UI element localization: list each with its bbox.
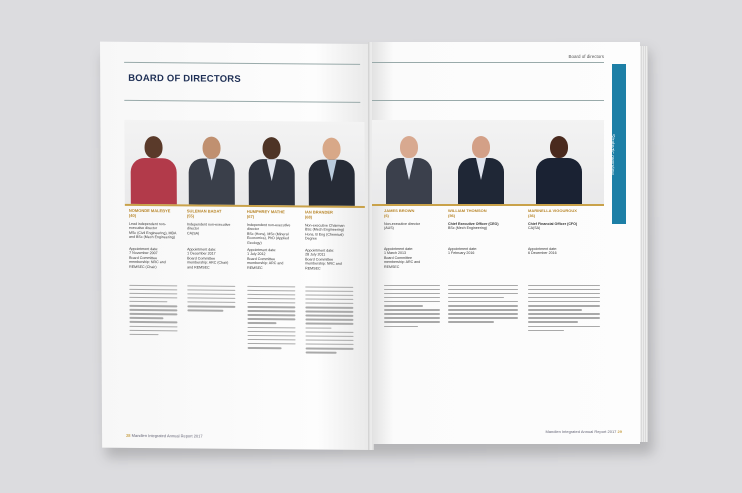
top-rule xyxy=(124,62,360,65)
director-name-6: WILLIAM THOMSON (56) xyxy=(448,208,487,218)
title-rule xyxy=(124,100,360,103)
director-appt-2: Appointment date: 1 December 2017 Board Committee membership: ARC (Chair) and REMSEC xyxy=(187,247,229,270)
bio-text-1 xyxy=(129,282,177,338)
director-name-4: IAN BRANDER (68) xyxy=(304,209,333,220)
portrait-brown xyxy=(386,132,432,204)
portrait-badat xyxy=(188,132,234,204)
director-name-5: JAMES BROWN (6) xyxy=(384,208,415,218)
page-title: BOARD OF DIRECTORS xyxy=(128,72,241,85)
footer-left: 28 Mandlen Integrated Annual Report 2017 xyxy=(126,432,203,439)
director-appt-1: Appointment date: 7 November 2007 Board Committee membership: NRC and REMSEC (Chair) xyxy=(129,246,166,269)
portrait-mathe xyxy=(248,133,294,205)
director-role-4: Non-executive Chairman BSc (Mech Engineering) Hons, B Eng (Chemical) Degree xyxy=(304,223,345,241)
director-name-3: HUMPHREY MATHE (67) xyxy=(246,208,285,219)
running-header: Board of directors xyxy=(568,54,604,59)
director-appt-7: Appointment date: 6 December 2016 xyxy=(528,247,558,256)
portrait-brander xyxy=(308,133,354,205)
director-appt-6: Appointment date: 1 February 2016 xyxy=(448,247,478,256)
bio-text-2 xyxy=(187,282,235,314)
footer-right: Mandlen Integrated Annual Report 2017 29 xyxy=(545,429,622,434)
director-role-7: Chief Financial Officer (CFO) CA(SA) xyxy=(528,222,578,231)
top-rule-right xyxy=(372,62,604,63)
director-role-6: Chief Executive Officer (CEO) BSc (Mech Engineering) xyxy=(448,222,499,231)
portrait-thomson xyxy=(458,132,504,204)
right-page xyxy=(372,42,640,444)
portrait-band xyxy=(124,120,364,206)
portrait-malebye xyxy=(130,132,176,204)
title-rule-right xyxy=(372,100,604,101)
director-name-2: SULEMAN BADAT (55) xyxy=(186,208,222,219)
section-tab[interactable]: Strategic overview xyxy=(612,64,626,224)
director-appt-5: Appointment date: 1 March 2013 Board Committee membership: ARC and REMSEC xyxy=(384,247,421,269)
bio-text-4 xyxy=(305,283,353,356)
director-role-2: Independent non-executive director CA(SA) xyxy=(186,222,231,236)
director-name-1: NOMONDE MALEBYE (40) xyxy=(128,207,171,218)
director-role-5: Non-executive director (AUS) xyxy=(384,222,420,231)
director-name-7: MARINELLA VIGOUROUX (36) xyxy=(528,208,577,218)
gold-divider-right xyxy=(372,204,604,206)
left-page xyxy=(100,42,372,450)
director-role-3: Independent non-executive director BSc (Hons), MSc (Mineral Economics), PhD (Applied Geology) xyxy=(246,222,291,245)
bio-text-5 xyxy=(384,282,440,330)
bio-text-7 xyxy=(528,282,600,334)
director-appt-3: Appointment date: 1 July 2012 Board Committee membership: ARC and REMSEC xyxy=(247,247,284,270)
director-role-1: Lead independent non-executive director MSc (Civil Engineering), MBA and BSc (Mech Engineering) xyxy=(128,221,177,240)
portrait-vigouroux xyxy=(536,132,582,204)
page-edges xyxy=(640,46,648,442)
bio-text-3 xyxy=(247,283,295,352)
director-appt-4: Appointment date: 28 July 2011 Board Committee membership: NRC and REMSEC xyxy=(305,248,342,271)
portrait-band-right xyxy=(372,120,604,204)
bio-text-6 xyxy=(448,282,518,326)
